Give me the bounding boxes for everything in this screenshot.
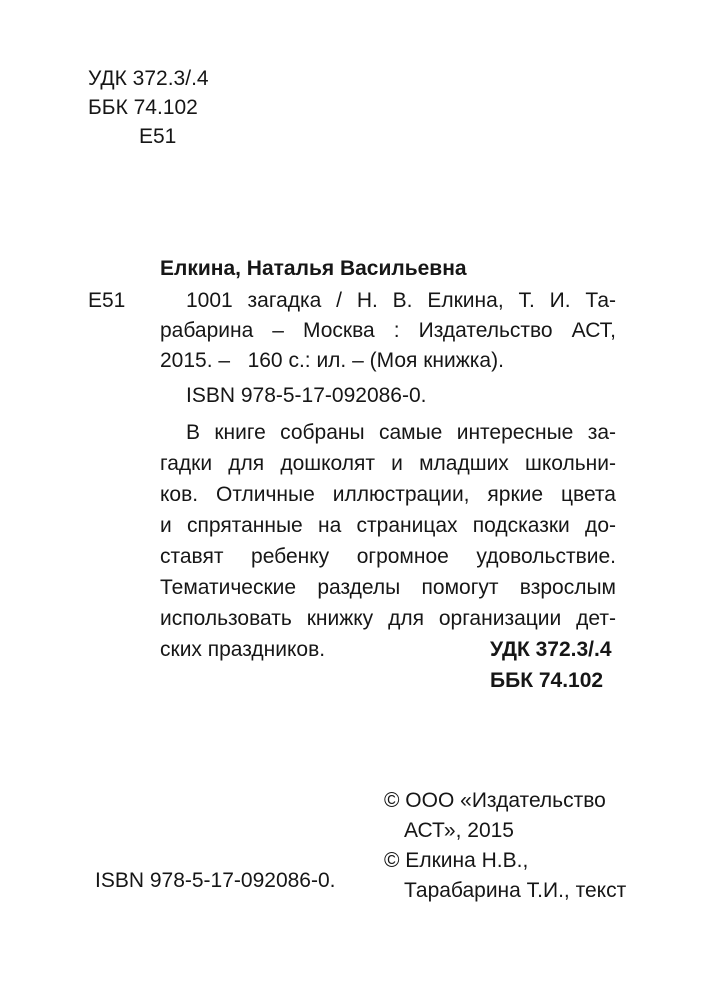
header-author-mark: Е51 [139, 125, 177, 148]
entry-udk: УДК 372.3/.4 [490, 638, 612, 661]
footer-isbn: ISBN 978-5-17-092086-0. [95, 869, 336, 892]
entry-bbk: ББК 74.102 [490, 669, 604, 692]
description-line-1: 1001 загадка / Н. В. Елкина, Т. И. Та- [186, 289, 616, 312]
annotation-line-7: использовать книжку для организации дет- [160, 607, 616, 630]
annotation-line-3: ков. Отличные иллюстрации, яркие цвета [160, 483, 616, 506]
author-heading: Елкина, Наталья Васильевна [160, 257, 467, 280]
copyright-line-3: © Елкина Н.В., [384, 849, 529, 872]
entry-author-mark: Е51 [88, 289, 126, 312]
annotation-line-8: ских праздников. [160, 638, 326, 661]
annotation-line-1: В книге собраны самые интересные за- [186, 421, 616, 444]
description-line-3: 2015. – 160 с.: ил. – (Моя книжка). [160, 349, 504, 372]
description-line-2: рабарина – Москва : Издательство АСТ, [160, 319, 616, 342]
annotation-line-6: Тематические разделы помогут взрослым [160, 576, 616, 599]
copyright-line-2: АСТ», 2015 [404, 819, 514, 842]
copyright-line-1: © ООО «Издательство [384, 789, 606, 812]
annotation-line-5: ставят ребенку огромное удовольствие. [160, 545, 616, 568]
entry-isbn: ISBN 978-5-17-092086-0. [186, 384, 427, 407]
annotation-line-2: гадки для дошколят и младших школьни- [160, 452, 616, 475]
annotation-line-4: и спрятанные на страницах подсказки до- [160, 514, 616, 537]
header-udk: УДК 372.3/.4 [88, 67, 209, 90]
header-bbk: ББК 74.102 [88, 96, 198, 119]
copyright-line-4: Тарабарина Т.И., текст [404, 879, 627, 902]
